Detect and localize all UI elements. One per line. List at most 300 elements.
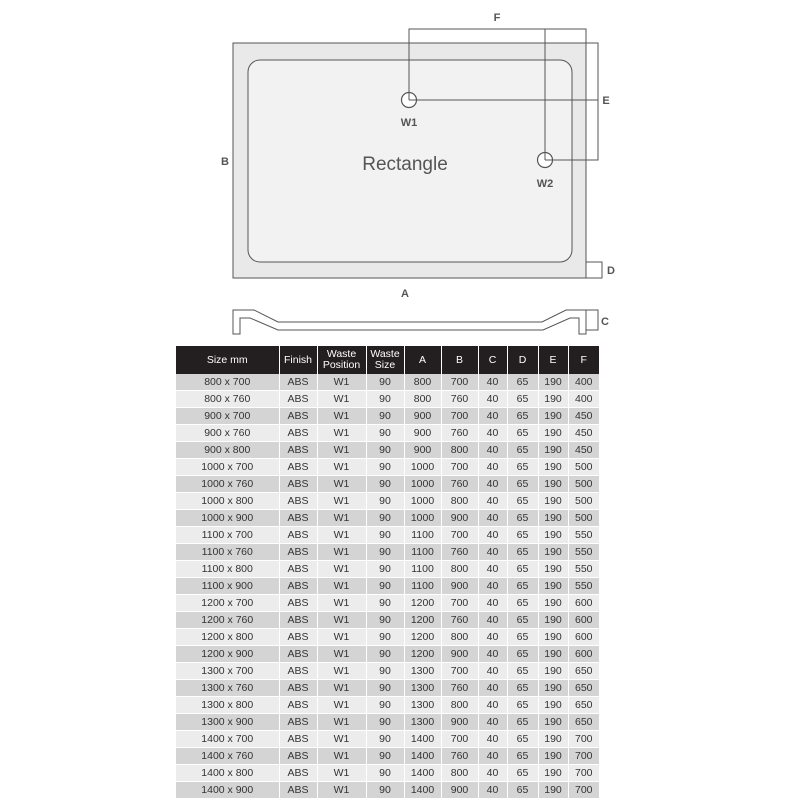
table-cell: W1 [317, 425, 366, 442]
table-cell: 65 [507, 544, 538, 561]
table-cell: 900 [441, 646, 478, 663]
table-cell: 65 [507, 663, 538, 680]
table-cell: 65 [507, 374, 538, 391]
table-row [176, 408, 599, 425]
table-cell: 40 [478, 527, 507, 544]
table-cell: 900 x 700 [176, 408, 279, 425]
table-cell: 900 [404, 442, 441, 459]
table-cell: 190 [538, 391, 568, 408]
table-cell: 1100 [404, 578, 441, 595]
table-cell: 190 [538, 765, 568, 782]
table-cell: 550 [568, 561, 599, 578]
table-cell: 1200 x 760 [176, 612, 279, 629]
table-cell: 190 [538, 714, 568, 731]
table-cell: W1 [317, 510, 366, 527]
table-body [176, 374, 599, 799]
table-cell: ABS [279, 765, 317, 782]
table-cell: 65 [507, 391, 538, 408]
table-cell: W1 [317, 782, 366, 799]
column-header-line: Position [322, 359, 361, 371]
table-cell: 65 [507, 561, 538, 578]
table-cell: 1200 [404, 595, 441, 612]
table-cell: 900 [441, 578, 478, 595]
table-cell: 1400 x 900 [176, 782, 279, 799]
table-cell: 700 [441, 408, 478, 425]
table-cell: 65 [507, 697, 538, 714]
table-cell: 700 [568, 782, 599, 799]
table-row [176, 663, 599, 680]
table-cell: 190 [538, 493, 568, 510]
table-cell: 700 [441, 459, 478, 476]
table-cell: 1100 x 800 [176, 561, 279, 578]
table-cell: 40 [478, 595, 507, 612]
table-row [176, 374, 599, 391]
table-cell: 90 [366, 646, 404, 663]
table-cell: 400 [568, 374, 599, 391]
table-cell: 550 [568, 578, 599, 595]
table-cell: 700 [441, 595, 478, 612]
table-cell: 190 [538, 527, 568, 544]
table-cell: 600 [568, 612, 599, 629]
table-cell: 40 [478, 476, 507, 493]
table-cell: 1200 x 900 [176, 646, 279, 663]
column-header [366, 346, 404, 374]
table-cell: 700 [441, 663, 478, 680]
table-cell: 1200 x 700 [176, 595, 279, 612]
table-cell: 900 [441, 714, 478, 731]
table-cell: 800 x 760 [176, 391, 279, 408]
table-cell: W1 [317, 442, 366, 459]
table-cell: 1100 [404, 544, 441, 561]
table-cell: 190 [538, 544, 568, 561]
table-cell: 650 [568, 663, 599, 680]
table-cell: 65 [507, 578, 538, 595]
table-cell: 90 [366, 374, 404, 391]
table-cell: 900 [441, 510, 478, 527]
table-cell: 65 [507, 476, 538, 493]
table-cell: 500 [568, 493, 599, 510]
table-cell: 90 [366, 442, 404, 459]
table-cell: 90 [366, 493, 404, 510]
table-cell: ABS [279, 714, 317, 731]
table-cell: W1 [317, 612, 366, 629]
label-d: D [607, 265, 615, 277]
table-cell: 700 [568, 731, 599, 748]
table-cell: ABS [279, 595, 317, 612]
table-cell: 65 [507, 493, 538, 510]
table-cell: ABS [279, 612, 317, 629]
table-cell: 1000 x 700 [176, 459, 279, 476]
table-cell: 190 [538, 731, 568, 748]
table-cell: 1300 x 900 [176, 714, 279, 731]
table-row [176, 493, 599, 510]
table-cell: 40 [478, 408, 507, 425]
table-cell: 65 [507, 782, 538, 799]
dim-c-box [586, 310, 598, 330]
table-cell: 90 [366, 595, 404, 612]
table-row [176, 612, 599, 629]
table-cell: 40 [478, 510, 507, 527]
table-cell: 800 [441, 561, 478, 578]
table-cell: 190 [538, 629, 568, 646]
table-cell: 550 [568, 544, 599, 561]
table-cell: 40 [478, 782, 507, 799]
table-cell: ABS [279, 527, 317, 544]
table-cell: ABS [279, 425, 317, 442]
table-row [176, 629, 599, 646]
table-cell: 1100 [404, 527, 441, 544]
table-cell: W1 [317, 493, 366, 510]
table-cell: W1 [317, 476, 366, 493]
table-cell: 650 [568, 680, 599, 697]
table-cell: 40 [478, 561, 507, 578]
table-cell: 1000 [404, 476, 441, 493]
table-header-row [176, 346, 599, 374]
table-cell: 700 [568, 748, 599, 765]
table-cell: 700 [441, 731, 478, 748]
table-cell: 900 [441, 782, 478, 799]
table-cell: W1 [317, 765, 366, 782]
tray-diagram [0, 0, 800, 340]
table-cell: 40 [478, 663, 507, 680]
table-cell: 90 [366, 697, 404, 714]
table-cell: ABS [279, 391, 317, 408]
table-cell: 1300 x 760 [176, 680, 279, 697]
table-row [176, 714, 599, 731]
table-cell: 800 [441, 765, 478, 782]
column-header: A [404, 346, 441, 374]
table-cell: 900 [404, 408, 441, 425]
table-cell: 800 [404, 391, 441, 408]
column-header [317, 346, 366, 374]
table-cell: 90 [366, 663, 404, 680]
table-cell: 90 [366, 612, 404, 629]
table-row [176, 425, 599, 442]
table-cell: W1 [317, 527, 366, 544]
table-cell: W1 [317, 714, 366, 731]
table-cell: ABS [279, 697, 317, 714]
table-cell: 90 [366, 391, 404, 408]
shape-label: Rectangle [362, 154, 448, 175]
table-cell: ABS [279, 374, 317, 391]
table-cell: 40 [478, 442, 507, 459]
table-cell: 40 [478, 425, 507, 442]
table-cell: 1000 [404, 493, 441, 510]
table-cell: 90 [366, 476, 404, 493]
table-cell: 65 [507, 459, 538, 476]
table-cell: ABS [279, 578, 317, 595]
table-cell: W1 [317, 408, 366, 425]
table-cell: 400 [568, 391, 599, 408]
table-cell: 90 [366, 561, 404, 578]
label-w2: W2 [536, 178, 554, 190]
table-cell: 65 [507, 612, 538, 629]
table-cell: 800 [441, 697, 478, 714]
table-cell: 190 [538, 663, 568, 680]
table-cell: 65 [507, 765, 538, 782]
label-f: F [493, 12, 501, 24]
table-cell: 40 [478, 697, 507, 714]
table-cell: W1 [317, 544, 366, 561]
table-cell: 1000 x 900 [176, 510, 279, 527]
table-row [176, 527, 599, 544]
tray-side-profile [233, 310, 586, 334]
column-header: F [568, 346, 599, 374]
table-cell: 550 [568, 527, 599, 544]
table-cell: 1000 x 800 [176, 493, 279, 510]
table-cell: 40 [478, 731, 507, 748]
table-cell: 450 [568, 425, 599, 442]
table-cell: W1 [317, 391, 366, 408]
table-row [176, 391, 599, 408]
table-cell: W1 [317, 748, 366, 765]
table-cell: ABS [279, 731, 317, 748]
table-cell: 1400 [404, 765, 441, 782]
table-cell: 1300 x 800 [176, 697, 279, 714]
table-cell: 450 [568, 408, 599, 425]
table-cell: 90 [366, 680, 404, 697]
table-cell: 65 [507, 680, 538, 697]
table-cell: 40 [478, 578, 507, 595]
table-cell: W1 [317, 374, 366, 391]
table-row [176, 646, 599, 663]
table-cell: 600 [568, 629, 599, 646]
table-cell: 500 [568, 510, 599, 527]
table-cell: ABS [279, 748, 317, 765]
table-row [176, 595, 599, 612]
label-w1: W1 [400, 117, 418, 129]
table-cell: ABS [279, 646, 317, 663]
table-cell: 760 [441, 391, 478, 408]
table-cell: 65 [507, 595, 538, 612]
table-cell: 900 [404, 425, 441, 442]
table-cell: W1 [317, 578, 366, 595]
table-cell: 760 [441, 476, 478, 493]
table-cell: 650 [568, 714, 599, 731]
table-cell: 40 [478, 612, 507, 629]
table-cell: 190 [538, 408, 568, 425]
label-a: A [401, 288, 409, 300]
table-cell: 800 [441, 442, 478, 459]
table-cell: 1100 x 900 [176, 578, 279, 595]
table-cell: 800 [404, 374, 441, 391]
table-cell: 190 [538, 680, 568, 697]
table-cell: 1100 x 700 [176, 527, 279, 544]
table-cell: 760 [441, 544, 478, 561]
table-cell: 65 [507, 527, 538, 544]
table-cell: 190 [538, 697, 568, 714]
column-header-line: Size [374, 359, 396, 371]
table-cell: 40 [478, 646, 507, 663]
table-cell: 90 [366, 731, 404, 748]
table-cell: 1100 x 760 [176, 544, 279, 561]
table-cell: 1400 x 760 [176, 748, 279, 765]
table-cell: 40 [478, 459, 507, 476]
table-cell: W1 [317, 595, 366, 612]
label-c: C [601, 316, 609, 328]
table-row [176, 476, 599, 493]
table-cell: 190 [538, 782, 568, 799]
table-cell: W1 [317, 663, 366, 680]
label-b: B [221, 156, 229, 168]
table-cell: 1200 x 800 [176, 629, 279, 646]
table-cell: 760 [441, 748, 478, 765]
table-cell: W1 [317, 459, 366, 476]
table-cell: 1200 [404, 646, 441, 663]
table-cell: 450 [568, 442, 599, 459]
table-cell: 1400 [404, 731, 441, 748]
table-cell: 700 [568, 765, 599, 782]
table-cell: ABS [279, 663, 317, 680]
table-cell: 40 [478, 680, 507, 697]
table-cell: 1400 [404, 782, 441, 799]
table-cell: 40 [478, 493, 507, 510]
table-cell: 65 [507, 408, 538, 425]
table-cell: W1 [317, 561, 366, 578]
table-cell: 190 [538, 374, 568, 391]
table-cell: 1300 [404, 680, 441, 697]
table-cell: 190 [538, 459, 568, 476]
table-cell: 900 x 760 [176, 425, 279, 442]
table-cell: 1400 [404, 748, 441, 765]
table-cell: W1 [317, 697, 366, 714]
table-cell: 65 [507, 510, 538, 527]
table-cell: 800 x 700 [176, 374, 279, 391]
column-header-line: Waste [370, 348, 400, 360]
table-cell: 90 [366, 714, 404, 731]
table-cell: 1200 [404, 629, 441, 646]
table-cell: 40 [478, 765, 507, 782]
table-row [176, 442, 599, 459]
dim-d-box [586, 262, 602, 278]
table-cell: 190 [538, 595, 568, 612]
column-header: D [507, 346, 538, 374]
table-cell: 760 [441, 425, 478, 442]
table-cell: 1300 [404, 663, 441, 680]
table-cell: 600 [568, 595, 599, 612]
table-cell: ABS [279, 493, 317, 510]
table-cell: 90 [366, 578, 404, 595]
spec-table [176, 346, 599, 799]
table-cell: 1000 [404, 459, 441, 476]
table-cell: 40 [478, 391, 507, 408]
table-cell: ABS [279, 561, 317, 578]
column-header: C [478, 346, 507, 374]
table-cell: 760 [441, 612, 478, 629]
table-cell: 1000 [404, 510, 441, 527]
table-cell: 90 [366, 425, 404, 442]
table-cell: 190 [538, 442, 568, 459]
table-cell: 800 [441, 629, 478, 646]
table-row [176, 459, 599, 476]
label-e: E [602, 95, 610, 107]
table-cell: 1000 x 760 [176, 476, 279, 493]
table-cell: ABS [279, 782, 317, 799]
table-cell: 190 [538, 578, 568, 595]
table-cell: 90 [366, 408, 404, 425]
table-cell: 40 [478, 544, 507, 561]
table-cell: 40 [478, 714, 507, 731]
column-header: Finish [279, 346, 317, 374]
table-cell: 65 [507, 646, 538, 663]
column-header-line: Waste [326, 348, 357, 360]
table-cell: W1 [317, 629, 366, 646]
table-cell: 900 x 800 [176, 442, 279, 459]
column-header: Size mm [176, 346, 279, 374]
table-cell: 40 [478, 374, 507, 391]
table-cell: 500 [568, 459, 599, 476]
table-cell: 65 [507, 714, 538, 731]
table-cell: ABS [279, 510, 317, 527]
table-cell: 600 [568, 646, 599, 663]
column-header: E [538, 346, 568, 374]
table-cell: 190 [538, 612, 568, 629]
table-cell: 650 [568, 697, 599, 714]
table-cell: 760 [441, 680, 478, 697]
table-cell: 40 [478, 748, 507, 765]
table-cell: 65 [507, 442, 538, 459]
table-cell: 190 [538, 561, 568, 578]
table-cell: ABS [279, 629, 317, 646]
table-cell: 500 [568, 476, 599, 493]
table-cell: 90 [366, 459, 404, 476]
table-cell: ABS [279, 544, 317, 561]
table-cell: 65 [507, 629, 538, 646]
table-cell: 190 [538, 510, 568, 527]
table-cell: 190 [538, 646, 568, 663]
table-cell: 190 [538, 476, 568, 493]
table-row [176, 561, 599, 578]
table-cell: 1200 [404, 612, 441, 629]
table-row [176, 697, 599, 714]
table-cell: 65 [507, 748, 538, 765]
table-cell: ABS [279, 459, 317, 476]
table-row [176, 578, 599, 595]
table-row [176, 731, 599, 748]
table-cell: 90 [366, 782, 404, 799]
table-cell: 90 [366, 748, 404, 765]
table-cell: 700 [441, 374, 478, 391]
column-header: B [441, 346, 478, 374]
table-cell: 65 [507, 731, 538, 748]
table-row [176, 782, 599, 799]
table-row [176, 680, 599, 697]
table-cell: 90 [366, 544, 404, 561]
table-row [176, 510, 599, 527]
table-cell: 90 [366, 510, 404, 527]
table-cell: 190 [538, 748, 568, 765]
table-cell: 65 [507, 425, 538, 442]
table-row [176, 748, 599, 765]
table-cell: 1300 [404, 714, 441, 731]
table-cell: 1300 x 700 [176, 663, 279, 680]
table-cell: ABS [279, 680, 317, 697]
table-cell: 1100 [404, 561, 441, 578]
table-cell: W1 [317, 680, 366, 697]
table-cell: 1400 x 700 [176, 731, 279, 748]
table-cell: 90 [366, 629, 404, 646]
table-cell: ABS [279, 408, 317, 425]
table-cell: 90 [366, 527, 404, 544]
table-cell: 800 [441, 493, 478, 510]
table-cell: 190 [538, 425, 568, 442]
table-cell: ABS [279, 476, 317, 493]
table-cell: 90 [366, 765, 404, 782]
table-cell: 40 [478, 629, 507, 646]
table-cell: ABS [279, 442, 317, 459]
table-cell: W1 [317, 731, 366, 748]
table-cell: 1400 x 800 [176, 765, 279, 782]
